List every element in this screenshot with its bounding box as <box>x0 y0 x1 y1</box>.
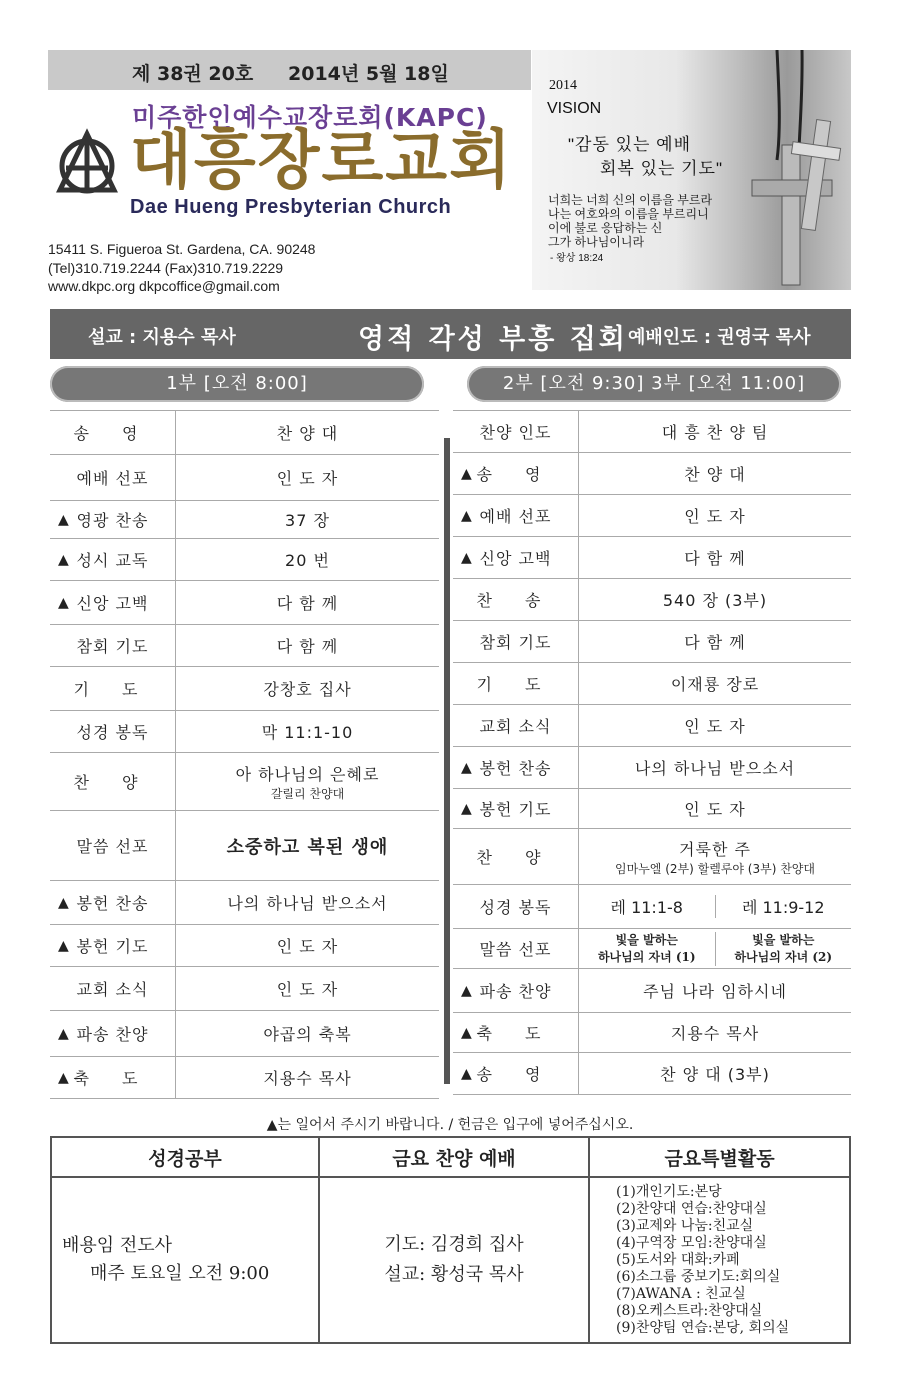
program-label: 성시 교독 <box>76 551 149 570</box>
program-value-cell <box>176 625 440 667</box>
program-value-cell <box>579 411 852 453</box>
program-label: 말씀 선포 <box>479 940 552 959</box>
program-row <box>50 1011 439 1057</box>
program-label-cell <box>453 495 579 537</box>
program-value-cell <box>579 537 852 579</box>
program-label-cell <box>50 811 176 881</box>
stand-triangle-icon: ▲ <box>461 800 472 817</box>
program-value-3rd-service: 레 11:9-12 <box>741 898 825 917</box>
program-value-2nd-service: 빛을 발하는 하나님의 자녀 (1) <box>579 932 715 966</box>
program-label: 찬 양 <box>476 848 555 867</box>
program-label: 교회 소식 <box>76 980 149 999</box>
program-label-cell <box>50 925 176 967</box>
program-label-cell <box>453 705 579 747</box>
program-row <box>50 539 439 581</box>
program-value-3rd-service: 빛을 발하는 하나님의 자녀 (2) <box>734 932 833 964</box>
vision-line-1: "감동 있는 예배 <box>568 135 692 154</box>
program-label: 축 도 <box>73 1069 152 1088</box>
program-value: 나의 하나님 받으소서 <box>227 894 388 913</box>
friday-sermon: 설교: 황성국 목사 <box>384 1264 524 1285</box>
program-row <box>453 885 851 929</box>
program-label: 신앙 고백 <box>479 549 552 568</box>
activity-item: (3)교제와 나눔:친교실 <box>616 1217 754 1234</box>
program-label-cell <box>453 885 579 929</box>
program-value-cell <box>579 663 852 705</box>
program-value-cell <box>176 967 440 1011</box>
cross-image-icon <box>747 50 847 290</box>
stand-triangle-icon: ▲ <box>58 594 69 611</box>
program-value: 인 도 자 <box>684 717 746 736</box>
activity-item: (9)찬양팀 연습:본당, 회의실 <box>616 1319 790 1336</box>
program-value: 소중하고 복된 생애 <box>226 836 389 858</box>
vision-label: VISION <box>547 100 602 117</box>
program-value: 다 함 께 <box>684 549 746 568</box>
program-row <box>50 711 439 753</box>
program-row <box>50 1057 439 1099</box>
program-label: 참회 기도 <box>479 633 552 652</box>
program-value: 지용수 목사 <box>670 1024 760 1043</box>
stand-triangle-icon: ▲ <box>58 1025 69 1042</box>
program-row <box>453 929 851 969</box>
program-value: 다 함 께 <box>276 594 339 613</box>
program-row <box>50 411 439 455</box>
program-value-cell <box>579 453 852 495</box>
church-name-english: Dae Hueng Presbyterian Church <box>130 196 452 218</box>
program-label: 송 영 <box>476 1065 555 1084</box>
stand-triangle-icon: ▲ <box>461 549 472 566</box>
study-teacher: 배용임 전도사 <box>62 1235 173 1256</box>
program-label: 참회 기도 <box>76 637 149 656</box>
program-value: 20 번 <box>285 551 330 570</box>
program-value: 인 도 자 <box>684 507 746 526</box>
program-value-cell <box>176 411 440 455</box>
program-label: 기 도 <box>73 680 152 699</box>
program-value-cell <box>176 581 440 625</box>
activity-item: (6)소그룹 중보기도:회의실 <box>616 1268 781 1285</box>
preacher: 설교 : 지용수 목사 <box>88 327 236 348</box>
program-row <box>453 621 851 663</box>
verse-line-3: 이에 불로 응답하는 신 <box>548 221 663 235</box>
program-value: 지용수 목사 <box>263 1069 352 1088</box>
column-divider <box>444 438 450 1084</box>
program-value: 인 도 자 <box>276 937 339 956</box>
program-value: 37 장 <box>285 511 330 530</box>
program-value: 주님 나라 임하시네 <box>643 982 787 1001</box>
bible-study-cell <box>51 1177 319 1343</box>
program-label-cell <box>453 579 579 621</box>
program-label: 축 도 <box>476 1024 555 1043</box>
program-label-cell <box>50 539 176 581</box>
revival-title: 영적 각성 부흥 집회 <box>358 324 628 355</box>
program-value-cell <box>176 1057 440 1099</box>
program-value-cell <box>176 925 440 967</box>
verse-line-1: 너희는 너희 신의 이름을 부르라 <box>548 193 713 207</box>
program-value: 인 도 자 <box>276 980 339 999</box>
program-value-cell <box>176 711 440 753</box>
program-value: 대 흥 찬 양 팀 <box>661 423 769 442</box>
program-row <box>50 753 439 811</box>
stand-triangle-icon: ▲ <box>58 937 69 954</box>
church-logo-icon <box>52 128 122 198</box>
friday-activities-cell <box>589 1177 850 1343</box>
program-label-cell <box>453 411 579 453</box>
program-label-cell <box>453 621 579 663</box>
issue-number: 제 38권 20호 <box>132 63 254 85</box>
program-value: 찬 양 대 <box>684 465 746 484</box>
service-1-label: 1부 [오전 8:00] <box>50 366 424 402</box>
program-value-cell <box>176 455 440 501</box>
activity-item: (5)도서와 대화:카페 <box>616 1251 740 1268</box>
program-row <box>50 667 439 711</box>
verse-line-2: 나는 여호와의 이름을 부르리니 <box>548 207 709 221</box>
program-value-cell <box>579 1053 852 1095</box>
stand-triangle-icon: ▲ <box>58 511 69 528</box>
friday-worship-cell <box>319 1177 589 1343</box>
program-value: 인 도 자 <box>276 469 339 488</box>
website-email[interactable]: www.dkpc.org dkpcoffice@gmail.com <box>48 278 280 294</box>
friday-prayer: 기도: 김경희 집사 <box>384 1234 524 1255</box>
denomination: 미주한인예수교장로회(KAPC) <box>132 103 488 132</box>
program-label-cell <box>50 667 176 711</box>
program-label: 말씀 선포 <box>76 837 149 856</box>
program-row <box>453 1013 851 1053</box>
activity-item: (4)구역장 모임:찬양대실 <box>616 1234 767 1251</box>
program-value: 거룩한 주 <box>679 839 751 859</box>
program-value-cell <box>579 1013 852 1053</box>
program-label: 찬 양 <box>73 773 152 792</box>
revival-banner <box>50 309 851 359</box>
program-value: 540 장 (3부) <box>662 591 768 610</box>
program-row <box>50 581 439 625</box>
stand-triangle-icon: ▲ <box>461 507 472 524</box>
program-value-cell <box>579 789 852 829</box>
stand-triangle-icon: ▲ <box>58 894 69 911</box>
activities-table <box>50 1136 851 1344</box>
program-row <box>453 705 851 747</box>
program-label-cell <box>453 1013 579 1053</box>
program-value: 강창호 집사 <box>263 680 352 699</box>
program-value-cell <box>176 667 440 711</box>
program-label-cell <box>453 663 579 705</box>
program-value-cell <box>176 881 440 925</box>
program-subvalue: 임마누엘 (2부) 할렐루야 (3부) 찬양대 <box>615 861 815 876</box>
program-label-cell <box>50 411 176 455</box>
verse-line-4: 그가 하나님이니라 <box>548 235 645 249</box>
program-row <box>453 579 851 621</box>
program-label: 봉헌 찬송 <box>479 759 552 778</box>
program-label-cell <box>453 789 579 829</box>
program-table-service-2-3 <box>453 410 851 1095</box>
program-value-cell <box>579 621 852 663</box>
program-label-cell <box>50 711 176 753</box>
header-friday-activities: 금요특별활동 <box>589 1137 850 1177</box>
vision-line-2: 회복 있는 기도" <box>600 159 724 178</box>
program-label: 파송 찬양 <box>76 1025 149 1044</box>
program-row <box>453 1053 851 1095</box>
program-row <box>453 537 851 579</box>
program-label-cell <box>453 537 579 579</box>
program-value: 이재룡 장로 <box>670 675 760 694</box>
program-row <box>50 625 439 667</box>
program-row <box>50 967 439 1011</box>
activity-item: (2)찬양대 연습:찬양대실 <box>616 1200 767 1217</box>
service-2-3-label: 2부 [오전 9:30] 3부 [오전 11:00] <box>467 366 841 402</box>
program-value: 야곱의 축복 <box>263 1025 352 1044</box>
program-value-cell <box>579 969 852 1013</box>
program-label-cell <box>453 929 579 969</box>
program-label: 봉헌 기도 <box>479 800 552 819</box>
program-label-cell <box>50 881 176 925</box>
program-label-cell <box>50 501 176 539</box>
program-value: 다 함 께 <box>684 633 746 652</box>
program-label-cell <box>50 455 176 501</box>
program-value-2nd-service: 레 11:1-8 <box>579 895 715 918</box>
program-value-cell <box>579 705 852 747</box>
program-row <box>453 453 851 495</box>
program-label-cell <box>453 747 579 789</box>
standing-note: ▲는 일어서 주시기 바랍니다. / 헌금은 입구에 넣어주십시오. <box>266 1117 634 1133</box>
program-label: 성경 봉독 <box>76 723 149 742</box>
program-row <box>453 495 851 537</box>
program-row <box>453 411 851 453</box>
program-value: 인 도 자 <box>684 800 746 819</box>
program-label: 송 영 <box>476 465 555 484</box>
program-value: 아 하나님의 은혜로 <box>235 764 380 784</box>
program-label-cell <box>50 581 176 625</box>
issue-date: 2014년 5월 18일 <box>288 63 449 85</box>
address: 15411 S. Figueroa St. Gardena, CA. 90248 <box>48 241 316 257</box>
stand-triangle-icon: ▲ <box>461 982 472 999</box>
program-label: 기 도 <box>476 675 555 694</box>
verse-reference: - 왕상 18:24 <box>550 253 604 264</box>
program-row <box>50 455 439 501</box>
program-value-cell <box>579 829 852 885</box>
program-label: 봉헌 찬송 <box>76 894 149 913</box>
program-value-cell <box>176 753 440 811</box>
program-label: 신앙 고백 <box>76 594 149 613</box>
program-label-cell <box>453 1053 579 1095</box>
stand-triangle-icon: ▲ <box>461 1065 472 1082</box>
program-label-cell <box>50 753 176 811</box>
program-row <box>453 829 851 885</box>
program-row <box>50 811 439 881</box>
program-label-cell <box>453 969 579 1013</box>
program-label: 찬양 인도 <box>479 423 552 442</box>
program-value-cell <box>176 501 440 539</box>
program-value: 다 함 께 <box>276 637 339 656</box>
program-value-cell <box>579 579 852 621</box>
program-row <box>50 501 439 539</box>
program-row <box>453 663 851 705</box>
program-label: 송 영 <box>73 424 152 443</box>
program-row <box>50 881 439 925</box>
activity-item: (1)개인기도:본당 <box>616 1183 722 1200</box>
church-name-korean: 대흥장로교회 <box>130 124 513 198</box>
program-label: 예배 선포 <box>479 507 552 526</box>
program-row <box>50 925 439 967</box>
program-value-cell <box>579 747 852 789</box>
program-value-cell <box>579 495 852 537</box>
program-table-service-1 <box>50 410 439 1099</box>
program-label-cell <box>50 967 176 1011</box>
worship-leader: 예배인도 : 권영국 목사 <box>628 327 811 348</box>
program-label: 찬 송 <box>476 591 555 610</box>
stand-triangle-icon: ▲ <box>461 759 472 776</box>
study-time: 매주 토요일 오전 9:00 <box>90 1263 270 1284</box>
stand-triangle-icon: ▲ <box>58 1069 69 1086</box>
program-label: 파송 찬양 <box>479 982 552 1001</box>
program-label-cell <box>50 625 176 667</box>
program-label-cell <box>50 1057 176 1099</box>
program-value-cell <box>176 1011 440 1057</box>
stand-triangle-icon: ▲ <box>461 465 472 482</box>
program-value: 찬 양 대 (3부) <box>660 1065 770 1084</box>
program-subvalue: 갈릴리 찬양대 <box>270 786 345 801</box>
header-bible-study: 성경공부 <box>51 1137 319 1177</box>
stand-triangle-icon: ▲ <box>461 1024 472 1041</box>
vision-box <box>532 50 851 290</box>
phone-fax: (Tel)310.719.2244 (Fax)310.719.2229 <box>48 260 284 276</box>
header-friday-worship: 금요 찬양 예배 <box>319 1137 589 1177</box>
program-value: 찬 양 대 <box>276 424 339 443</box>
vision-year: 2014 <box>549 78 577 93</box>
program-label: 성경 봉독 <box>479 898 552 917</box>
program-label: 영광 찬송 <box>76 511 149 530</box>
program-value-cell <box>176 811 440 881</box>
program-value: 막 11:1-10 <box>261 723 354 742</box>
program-value-cell <box>176 539 440 581</box>
program-row <box>453 789 851 829</box>
program-row <box>453 747 851 789</box>
activity-item: (8)오케스트라:찬양대실 <box>616 1302 763 1319</box>
stand-triangle-icon: ▲ <box>58 551 69 568</box>
program-label: 예배 선포 <box>76 469 149 488</box>
program-label: 봉헌 기도 <box>76 937 149 956</box>
activity-item: (7)AWANA : 친교실 <box>616 1285 746 1302</box>
program-label-cell <box>453 829 579 885</box>
program-label: 교회 소식 <box>479 717 552 736</box>
program-value: 나의 하나님 받으소서 <box>634 759 796 778</box>
program-label-cell <box>453 453 579 495</box>
program-row <box>453 969 851 1013</box>
issue-bar <box>48 50 531 90</box>
program-label-cell <box>50 1011 176 1057</box>
